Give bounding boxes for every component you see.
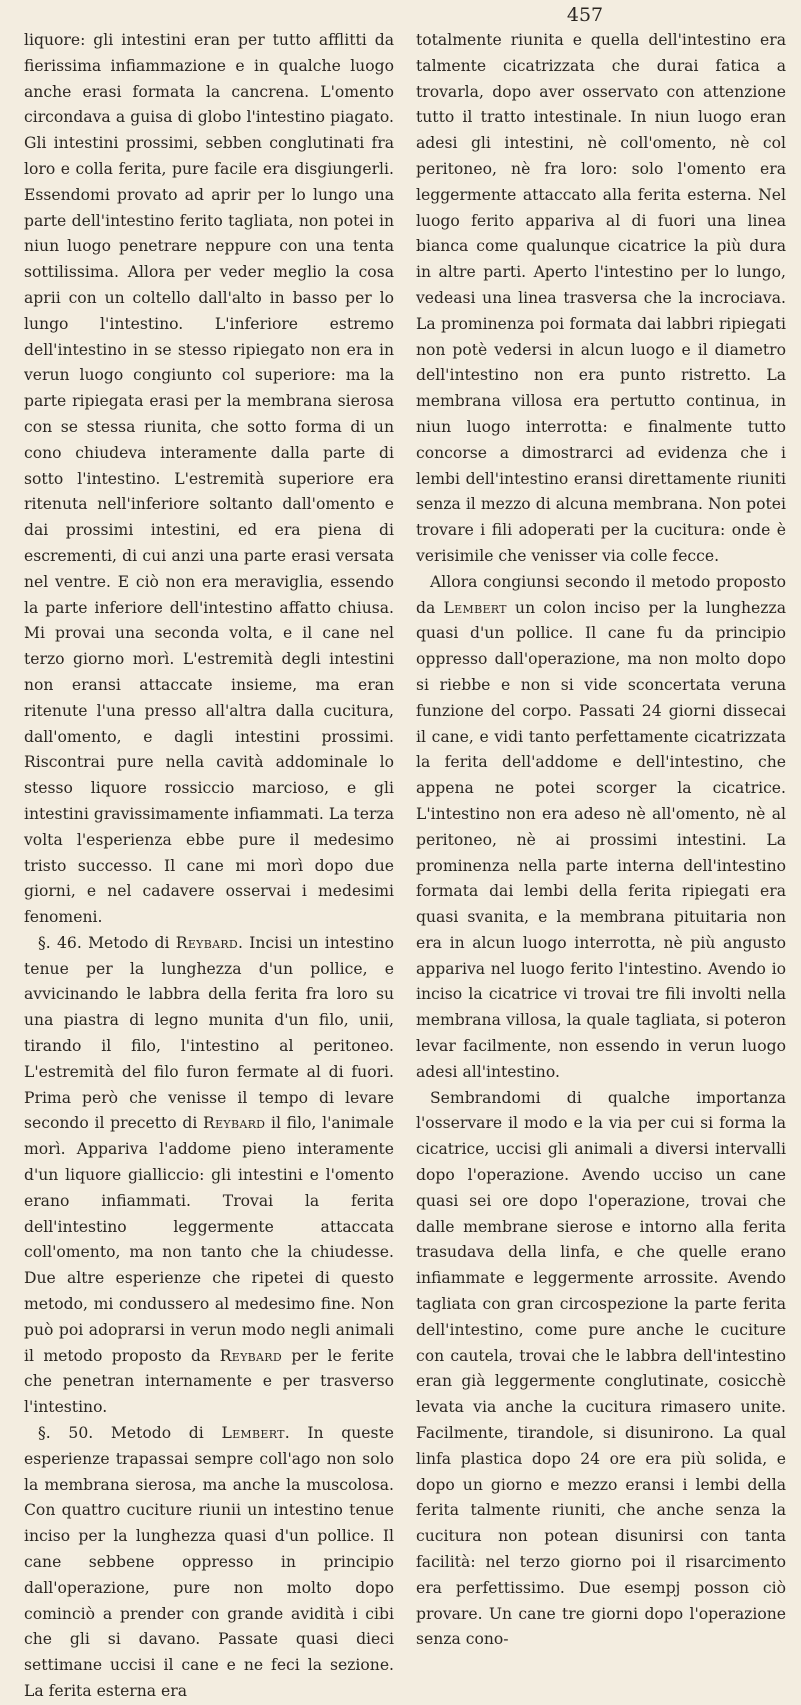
section-46-text: . Incisi un intestino tenue per la lunghezza d'un pollice, e avvicinando le labbra della ferita fra loro su una piastra di legno munita d'un filo, unii, tirando il filo, l'intestino al peritoneo. L'estremità del filo furon fermate al di fuori. Prima però che venisse il tempo di levare secondo il precetto di — [24, 933, 394, 1133]
right-column — [416, 28, 786, 1653]
paragraph-text: un colon inciso per la lunghezza quasi d'un pollice. Il cane fu da principio oppresso dall'operazione, ma non molto dopo si riebbe e non si vide sconcertata veruna funzione del corpo. Passati 24 giorni dissecai il cane, e vidi tanto perfettamente cicatrizzata la ferita dell'addome e dell'intestino, che appena ne potei scorger la cicatrice. L'intestino non era adeso nè all'omento, nè al peritoneo, nè ai prossimi intestini. La prominenza nella parte interna dell'intestino formata dai lembi della ferita ripiegati era quasi svanita, e la membrana pituitaria non era in alcun luogo interrotta, nè più angusto appariva nel luogo ferito l'intestino. Avendo io inciso la cicatrice vi trovai tre fili involti nella membrana villosa, la quale tagliata, si poteron levar facilmente, non essendo in verun luogo adesi all'intestino. — [416, 598, 786, 1081]
section-50-heading: §. 50. Metodo di — [38, 1424, 222, 1443]
section-46-paragraph — [24, 931, 394, 1421]
left-column — [24, 28, 394, 1705]
section-46-text: il filo, l'animale morì. Appariva l'addome pieno interamente d'un liquore gialliccio: gli intestini e l'omento erano infiammati. Trovai la ferita dell'intestino leggermente attaccata coll'omento, ma non tanto che la chiudesse. Due altre esperienze che ripetei di questo metodo, mi condussero al medesimo fine. Non può poi adoprarsi in verun modo negli animali il metodo proposto da — [24, 1114, 394, 1365]
paragraph-cicatrice: Sembrandomi di qualche importanza l'osservare il modo e la via per cui si forma la cicatrice, uccisi gli animali a diversi intervalli dopo l'operazione. Avendo ucciso un cane quasi sei ore dopo l'operazione, trovai che dalle membrane sierose e intorno alla ferita trasudava della linfa, e che quelle erano infiammate e leggermente arrossite. Avendo tagliata con gran circospezione la parte ferita dell'intestino, come pure anche le cuciture con cautela, trovai che le labbra dell'intestino eran già leggermente conglutinate, cosicchè levata via anche la cucitura rimasero unite. Facilmente, tirandole, si disunirono. La qual linfa plastica dopo 24 ore era più solida, e dopo un giorno e mezzo eransi i lembi della ferita talmente riuniti, che anche senza la cucitura non potean disunirsi con tanta facilità: nel terzo giorno poi il risarcimento era perfettissimo. Due esempj posson ciò provare. Un cane tre giorni dopo l'operazione senza cono- — [416, 1088, 786, 1649]
author-name-reybard: Reybard — [203, 1114, 266, 1133]
author-name-reybard: Reybard — [175, 933, 239, 952]
author-name-reybard: Reybard — [219, 1346, 282, 1365]
author-name-lembert: Lembert — [221, 1424, 285, 1443]
paragraph-continuation: totalmente riunita e quella dell'intestino era talmente cicatrizzata che durai fatica a trovarla, dopo aver osservato con attenzione tutto il tratto intestinale. In niun luogo eran adesi gli intestini, nè coll'omento, nè col peritoneo, nè fra loro: solo l'omento era leggermente attaccato alla ferita esterna. Nel luogo ferito appariva al di fuori una linea bianca come qualunque cicatrice la più dura in altre parti. Aperto l'intestino per lo lungo, vedeasi una linea trasversa che la incrociava. La prominenza poi formata dai labbri ripiegati non potè vedersi in alcun luogo e il diametro dell'intestino non era punto ristretto. La membrana villosa era pertutto continua, in niun luogo interrotta: e finalmente tutto concorse a dimostrarci ad evidenza che i lembi dell'intestino eransi direttamente riuniti senza il mezzo di alcuna membrana. Non potei trovare i fili adoperati per la cucitura: onde è verisimile che venisser via colle fecce. — [416, 31, 786, 565]
section-50-paragraph — [24, 1421, 394, 1705]
paragraph-continuation: liquore: gli intestini eran per tutto afflitti da fierissima infiammazione e in qualche luogo anche erasi formata la cancrena. L'omento circondava a guisa di globo l'intestino piagato. Gli intestini prossimi, sebben conglutinati fra loro e colla ferita, pure facile era disgiungerli. Essendomi provato ad aprir per lo lungo una parte dell'intestino ferito tagliata, non potei in niun luogo penetrare neppure con una tenta sottilissima. Allora per veder meglio la cosa aprii con un coltello dall'alto in basso per lo lungo l'intestino. L'inferiore estremo dell'intestino in se stesso ripiegato non era in verun luogo congiunto col superiore: ma la parte ripiegata erasi per la membrana sierosa con se stessa riunita, che sotto forma di un cono chiudeva interamente dalla parte di sotto l'intestino. L'estremità superiore era ritenuta nell'inferiore soltanto dall'omento e dai prossimi intestini, ed era piena di escrementi, di cui anzi una parte erasi versata nel ventre. E ciò non era meraviglia, essendo la parte inferiore dell'intestino affatto chiusa. Mi provai una seconda volta, e il cane nel terzo giorno morì. L'estremità degli intestini non eransi attaccate insieme, ma eran ritenute l'una presso all'altra dalla cucitura, dall'omento, e dagli intestini prossimi. Riscontrai pure nella cavità addominale lo stesso liquore rossiccio marcioso, e gli intestini gravissimamente infiammati. La terza volta l'esperienza ebbe pure il medesimo tristo successo. Il cane mi morì dopo due giorni, e nel cadavere osservai i medesimi fenomeni. — [24, 31, 394, 927]
section-50-text: . In queste esperienze trapassai sempre coll'ago non solo la membrana sierosa, ma anche la muscolosa. Con quattro cuciture riunii un intestino tenue inciso per la lunghezza quasi d'un pollice. Il cane sebbene oppresso in principio dall'operazione, pure non molto dopo cominciò a prender con grande avidità i cibi che gli si davano. Passate quasi dieci settimane uccisi il cane e ne feci la sezione. La ferita esterna era — [24, 1424, 394, 1700]
section-46-text-end: per le ferite che penetran internamente e per trasverso l'intestino. — [24, 1346, 394, 1417]
paragraph-text: Allora congiunsi secondo il metodo proposto da — [416, 572, 786, 617]
paragraph-colon-experiment — [416, 570, 786, 1086]
section-46-heading: §. 46. Metodo di — [38, 933, 176, 952]
author-name-lembert: Lembert — [443, 598, 507, 617]
page-number: 457 — [566, 4, 604, 26]
